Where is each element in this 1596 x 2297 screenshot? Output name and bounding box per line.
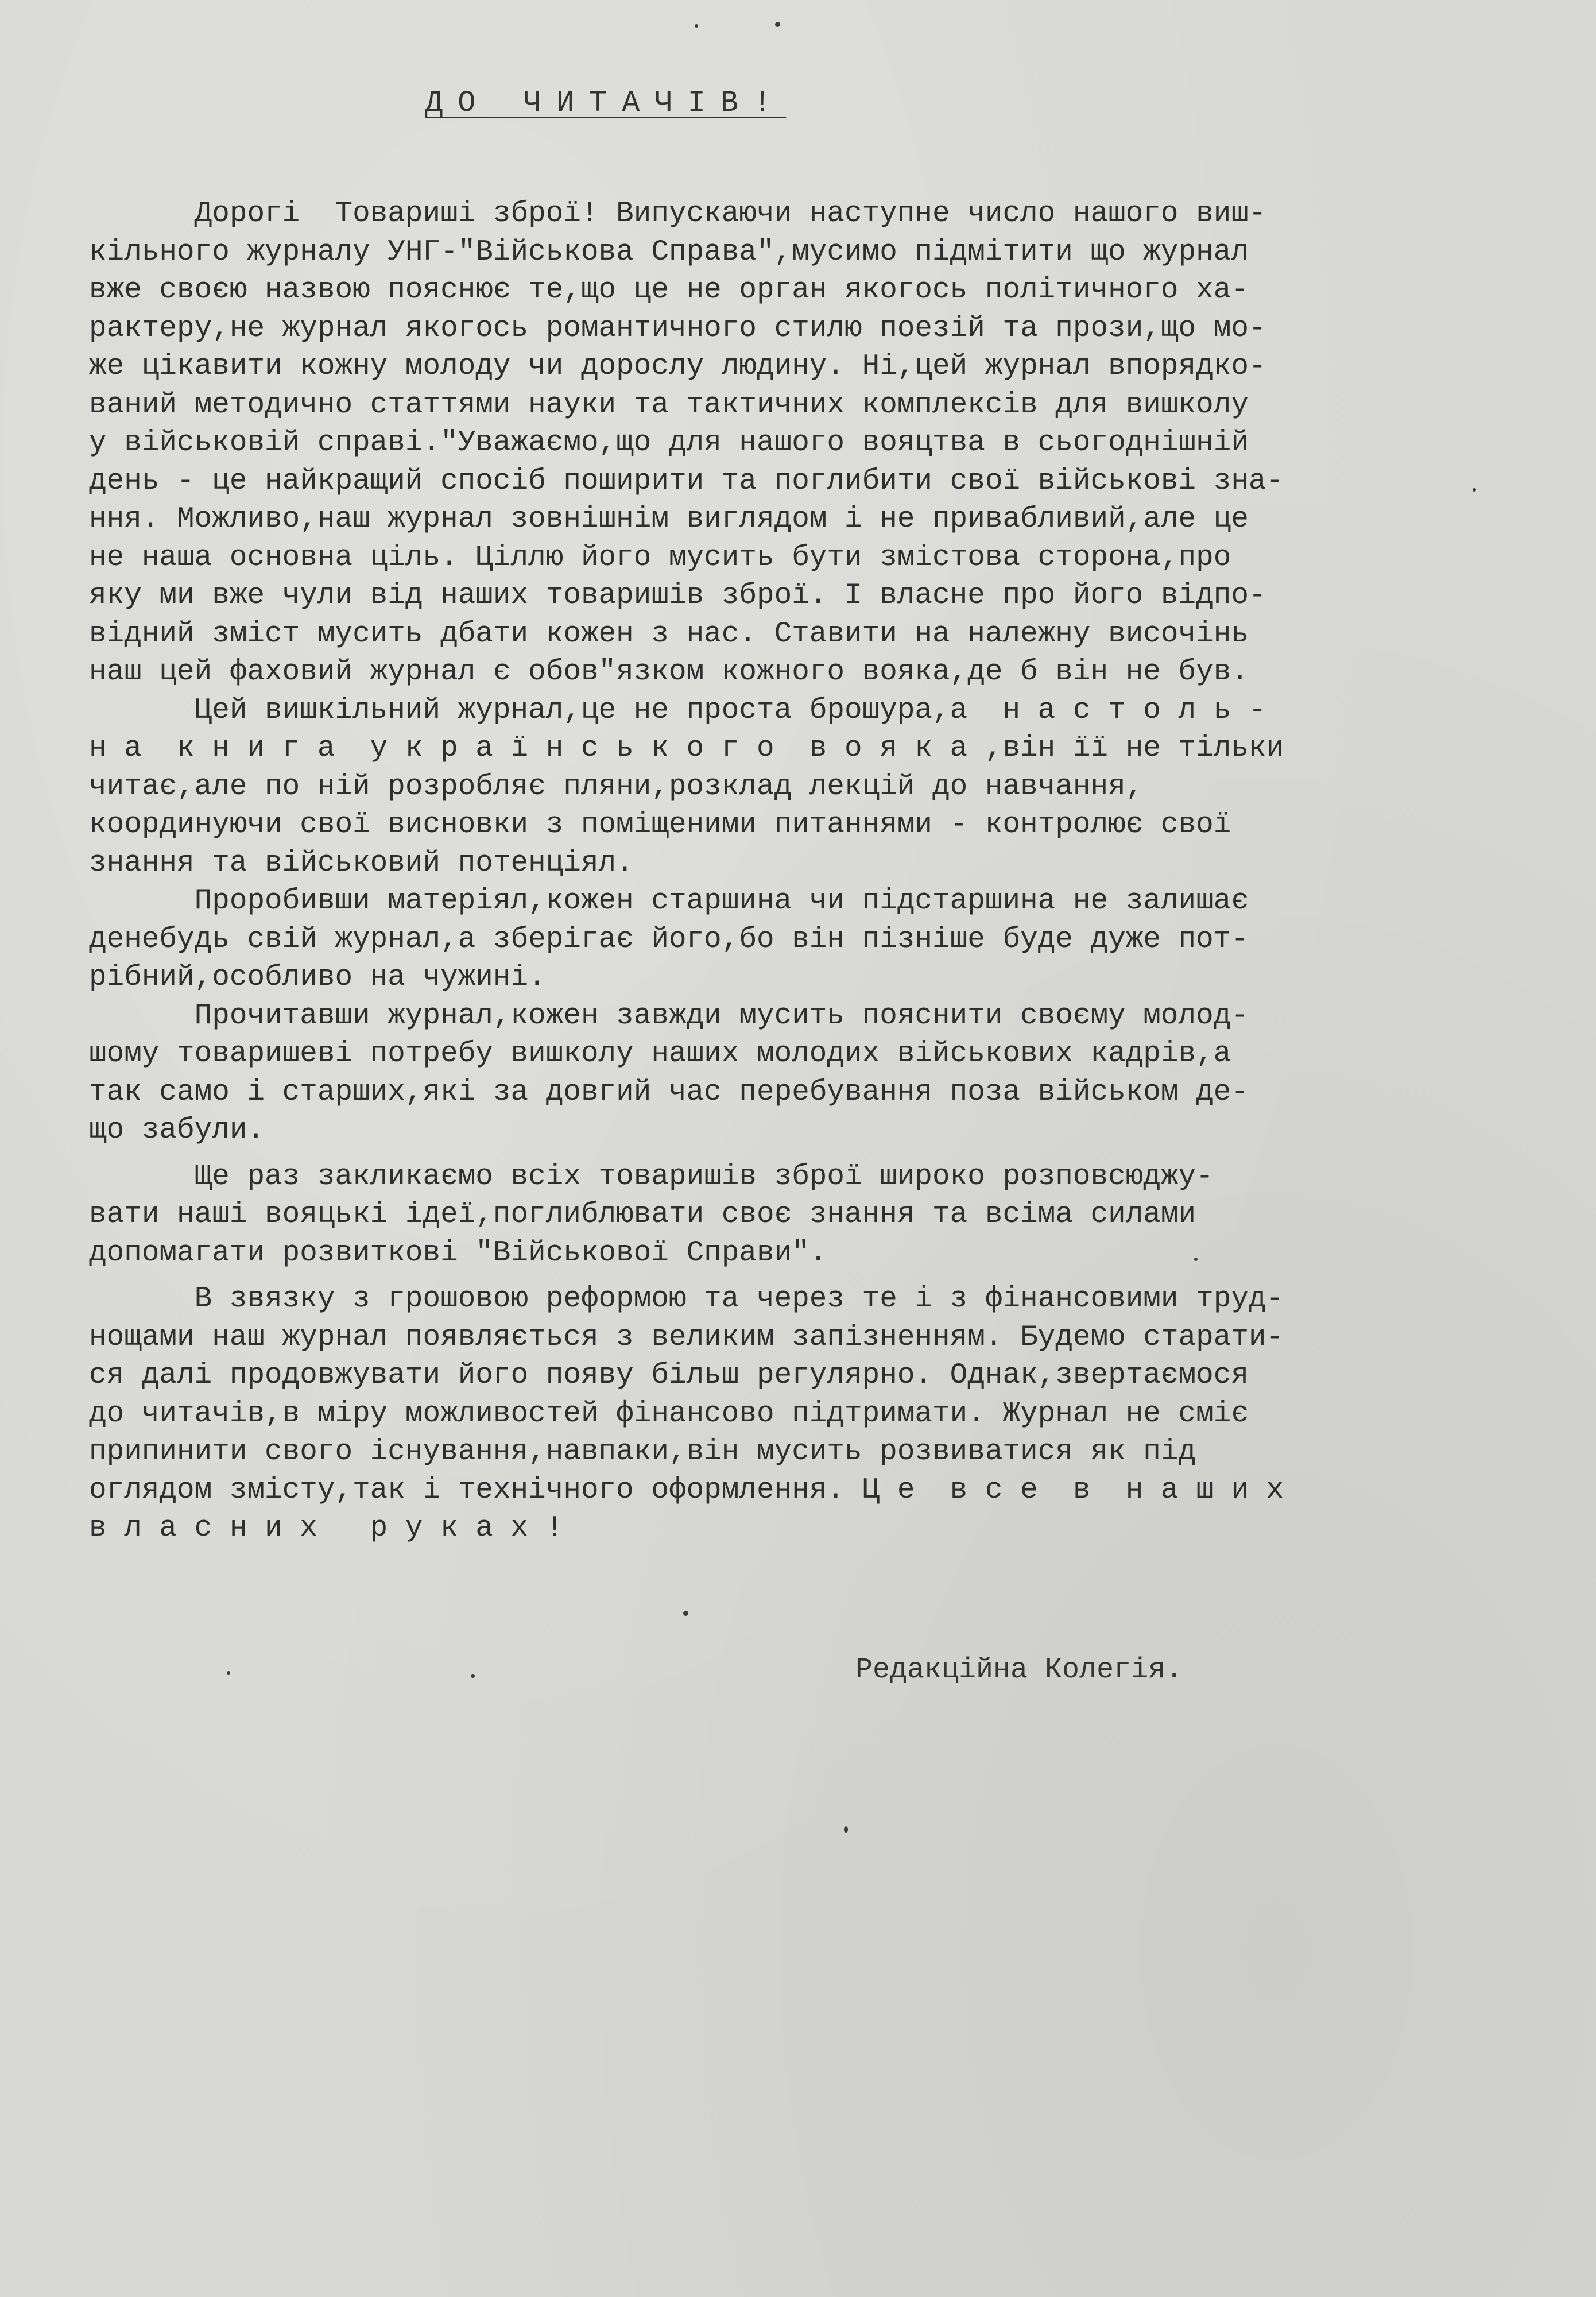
text-line: не наша основна ціль. Ціллю його мусить бути змістова сторона,про xyxy=(89,541,1231,574)
text-line: день - це найкращий спосіб поширити та поглибити свої військові зна- xyxy=(89,465,1284,498)
text-line: вже своєю назвою пояснює те,що це не орган якогось політичного ха- xyxy=(89,274,1249,307)
paper-speck xyxy=(844,1826,848,1833)
paper-speck xyxy=(227,1671,230,1675)
text-line: кільного журналу УНГ-"Військова Справа",мусимо підмітити що журнал xyxy=(89,235,1249,269)
paper-speck xyxy=(471,1674,475,1678)
text-line: шому товаришеві потребу вишколу наших молодих військових кадрів,а xyxy=(89,1038,1231,1070)
paper-speck xyxy=(775,22,780,27)
text-line: ння. Можливо,наш журнал зовнішнім виглядом і не привабливий,але це xyxy=(89,503,1249,536)
letter-body xyxy=(89,195,1478,1548)
text-line: оглядом змісту,так і технічного оформлення. Ц е в с е в н а ш и х xyxy=(89,1474,1284,1507)
paragraph-gap xyxy=(89,1150,1478,1158)
text-line: вати наші вояцькі ідеї,поглиблювати своє знання та всіма силами xyxy=(89,1198,1196,1231)
text-line: ваний методично статтями науки та тактичних комплексів для вишколу xyxy=(89,388,1249,421)
text-line: у військовій справі."Уважаємо,що для нашого вояцтва в сьогоднішній xyxy=(89,427,1249,459)
paper-speck xyxy=(683,1611,688,1616)
text-line: Цей вишкільний журнал,це не проста брошура,а н а с т о л ь - xyxy=(89,694,1266,727)
paper-speck xyxy=(1473,488,1476,492)
text-line: рактеру,не журнал якогось романтичного стилю поезій та прози,що мо- xyxy=(89,312,1266,345)
text-line: Проробивши матеріял,кожен старшина чи підстаршина не залишає xyxy=(89,885,1249,918)
paper-speck xyxy=(1194,1258,1198,1261)
text-line: до читачів,в міру можливостей фінансово підтримати. Журнал не сміє xyxy=(89,1397,1249,1430)
paper-speck xyxy=(695,24,698,28)
text-line: допомагати розвиткові "Військової Справи". xyxy=(89,1236,827,1270)
text-line: н а к н и г а у к р а ї н с ь к о г о в о я к а ,він її не тільки xyxy=(89,732,1284,765)
signature: Редакційна Колегія. xyxy=(855,1654,1183,1687)
text-line: знання та військовий потенціял. xyxy=(89,846,634,880)
text-line: координуючи свої висновки з поміщеними питаннями - контролює свої xyxy=(89,809,1231,841)
text-line: Ще раз закликаємо всіх товаришів зброї широко розповсюджу- xyxy=(89,1160,1214,1193)
text-line: наш цей фаховий журнал є обов"язком кожного вояка,де б він не був. xyxy=(89,656,1249,689)
text-line: денебудь свій журнал,а зберігає його,бо він пізніше буде дуже пот- xyxy=(89,923,1249,956)
text-line: Прочитавши журнал,кожен завжди мусить пояснити своєму молод- xyxy=(89,999,1249,1033)
page-title: ДО ЧИТАЧІВ! xyxy=(425,86,787,120)
paragraph-gap xyxy=(89,1273,1478,1281)
text-line: ся далі продовжувати його появу більш регулярно. Однак,звертаємося xyxy=(89,1359,1249,1392)
text-line: так само і старших,які за довгий час перебування поза військом де- xyxy=(89,1076,1249,1109)
text-line: читає,але по ній розробляє пляни,розклад лекцій до навчання, xyxy=(89,770,1144,803)
text-line: нощами наш журнал появляється з великим запізненням. Будемо старати- xyxy=(89,1321,1284,1354)
text-line: рібний,особливо на чужині. xyxy=(89,961,546,994)
text-line: же цікавити кожну молоду чи дорослу людину. Ні,цей журнал впорядко- xyxy=(89,350,1266,383)
text-line: яку ми вже чули від наших товаришів зброї. І власне про його відпо- xyxy=(89,579,1266,612)
text-line: припинити свого існування,навпаки,він мусить розвиватися як під xyxy=(89,1436,1196,1468)
text-line: відний зміст мусить дбати кожен з нас. Ставити на належну височінь xyxy=(89,617,1249,651)
text-line: в л а с н и х р у к а х ! xyxy=(89,1512,564,1545)
text-line: Дорогі Товариші зброї! Випускаючи наступне число нашого виш- xyxy=(89,198,1266,230)
text-line: що забули. xyxy=(89,1114,265,1147)
text-line: В звязку з грошовою реформою та через те і з фінансовими труд- xyxy=(89,1283,1284,1316)
